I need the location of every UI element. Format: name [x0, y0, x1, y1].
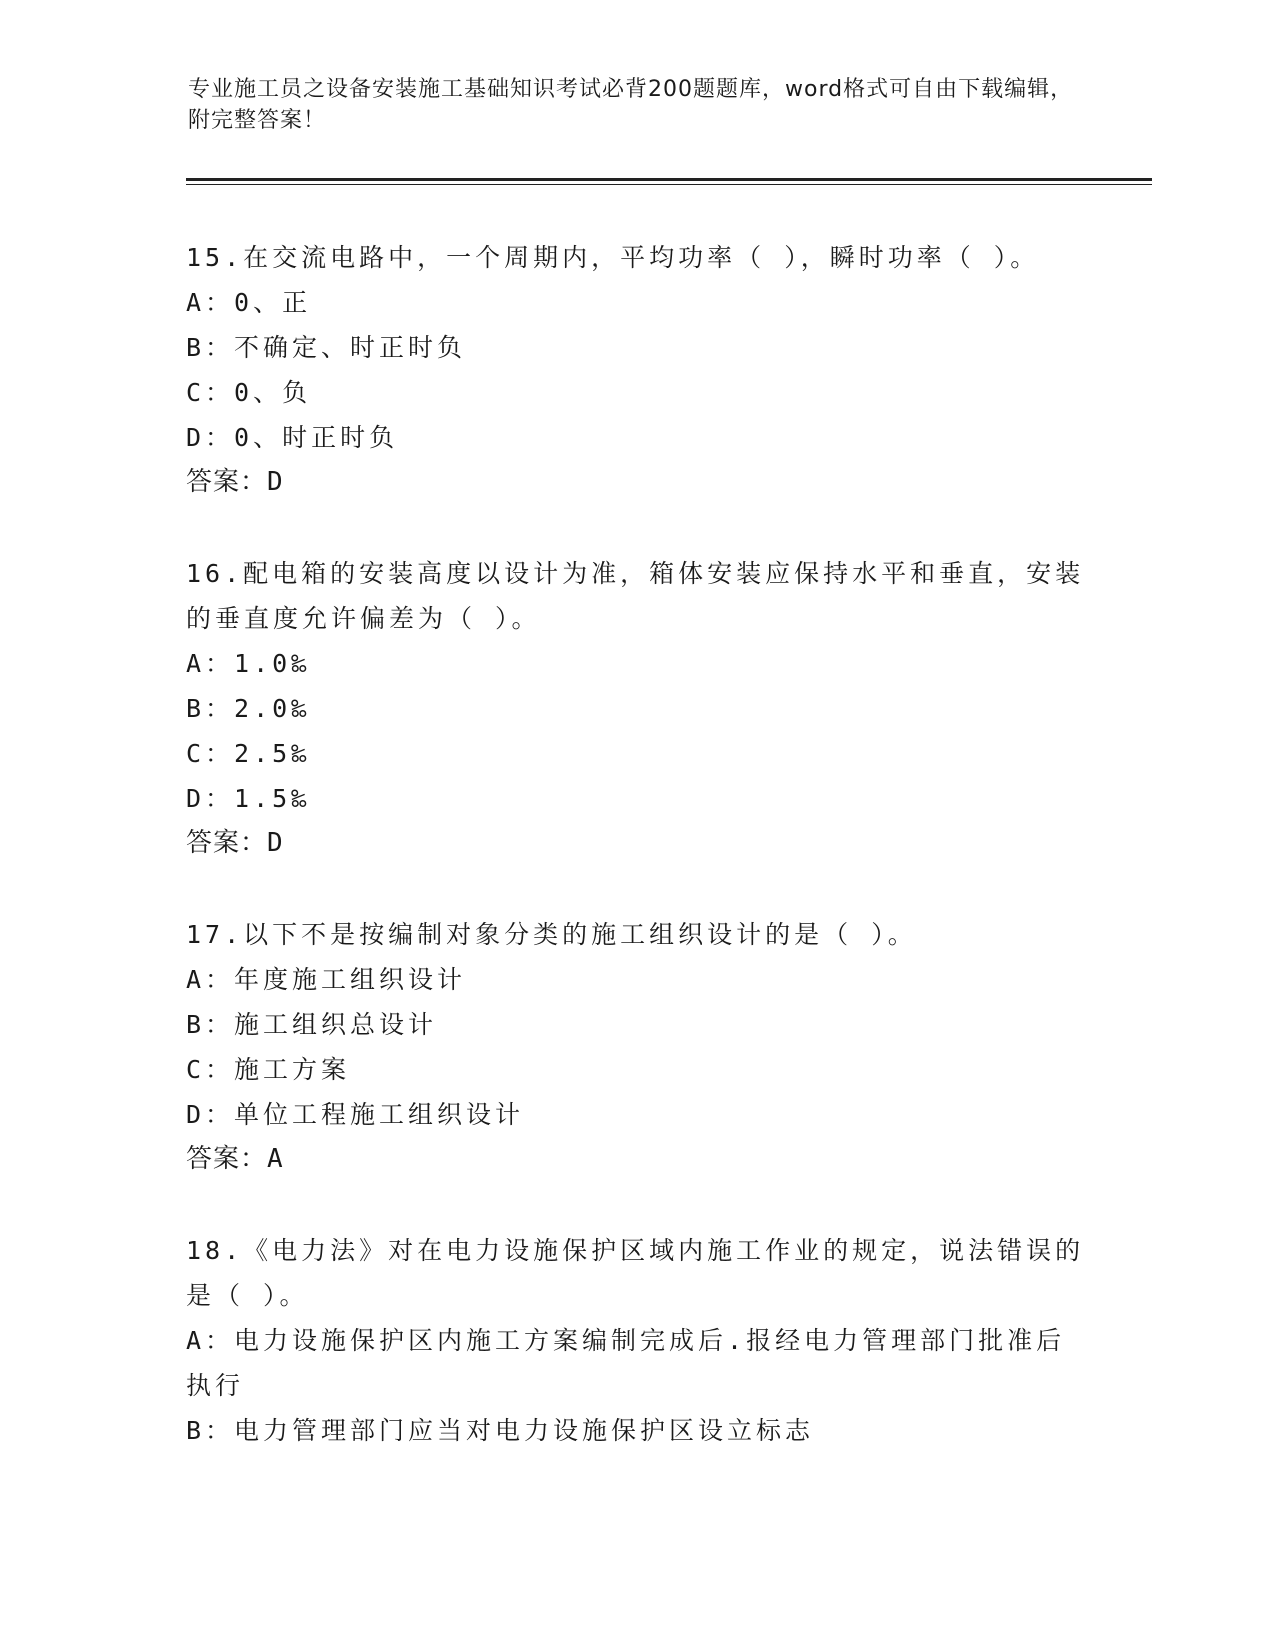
option-c: C：0、负	[186, 378, 312, 407]
answer-value: A	[267, 1144, 284, 1174]
option-b: B：不确定、时正时负	[186, 333, 467, 362]
option-a: A：年度施工组织设计	[186, 965, 467, 994]
option-b: B：2.0‰	[186, 694, 311, 723]
question-stem: 17.以下不是按编制对象分类的施工组织设计的是（ ）。	[186, 920, 917, 949]
document-header: 专业施工员之设备安装施工基础知识考试必背200题题库，word格式可自由下载编辑，附完整答案！	[188, 77, 1074, 133]
answer-label: 答案：	[186, 828, 268, 858]
option-d: D：1.5‰	[186, 784, 311, 813]
answer-label: 答案：	[186, 467, 268, 497]
answer-line	[186, 821, 1086, 866]
header-divider-thin	[186, 184, 1152, 185]
option-b: B：施工组织总设计	[186, 1010, 438, 1039]
question-stem: 16.配电箱的安装高度以设计为准，箱体安装应保持水平和垂直，安装的垂直度允许偏差为（ ）。	[186, 559, 1085, 633]
question-18	[186, 1228, 1086, 1453]
answer-value: D	[267, 828, 284, 858]
question-stem: 15.在交流电路中，一个周期内，平均功率（ ），瞬时功率（ ）。	[186, 243, 1040, 272]
option-c: C：施工方案	[186, 1055, 351, 1084]
question-15	[186, 235, 1086, 505]
question-16	[186, 551, 1086, 866]
option-a: A：0、正	[186, 288, 312, 317]
answer-label: 答案：	[186, 1144, 268, 1174]
answer-line	[186, 460, 1086, 505]
question-list	[186, 235, 1086, 1499]
option-b: B：电力管理部门应当对电力设施保护区设立标志	[186, 1416, 815, 1445]
answer-value: D	[267, 467, 284, 497]
question-17	[186, 912, 1086, 1182]
option-a: A：电力设施保护区内施工方案编制完成后.报经电力管理部门批准后执行	[186, 1326, 1066, 1400]
option-a: A：1.0‰	[186, 649, 311, 678]
option-c: C：2.5‰	[186, 739, 311, 768]
header-divider-thick	[186, 178, 1152, 181]
option-d: D：单位工程施工组织设计	[186, 1100, 525, 1129]
option-d: D：0、时正时负	[186, 423, 399, 452]
answer-line	[186, 1137, 1086, 1182]
question-stem: 18.《电力法》对在电力设施保护区域内施工作业的规定，说法错误的是（ ）。	[186, 1236, 1085, 1310]
